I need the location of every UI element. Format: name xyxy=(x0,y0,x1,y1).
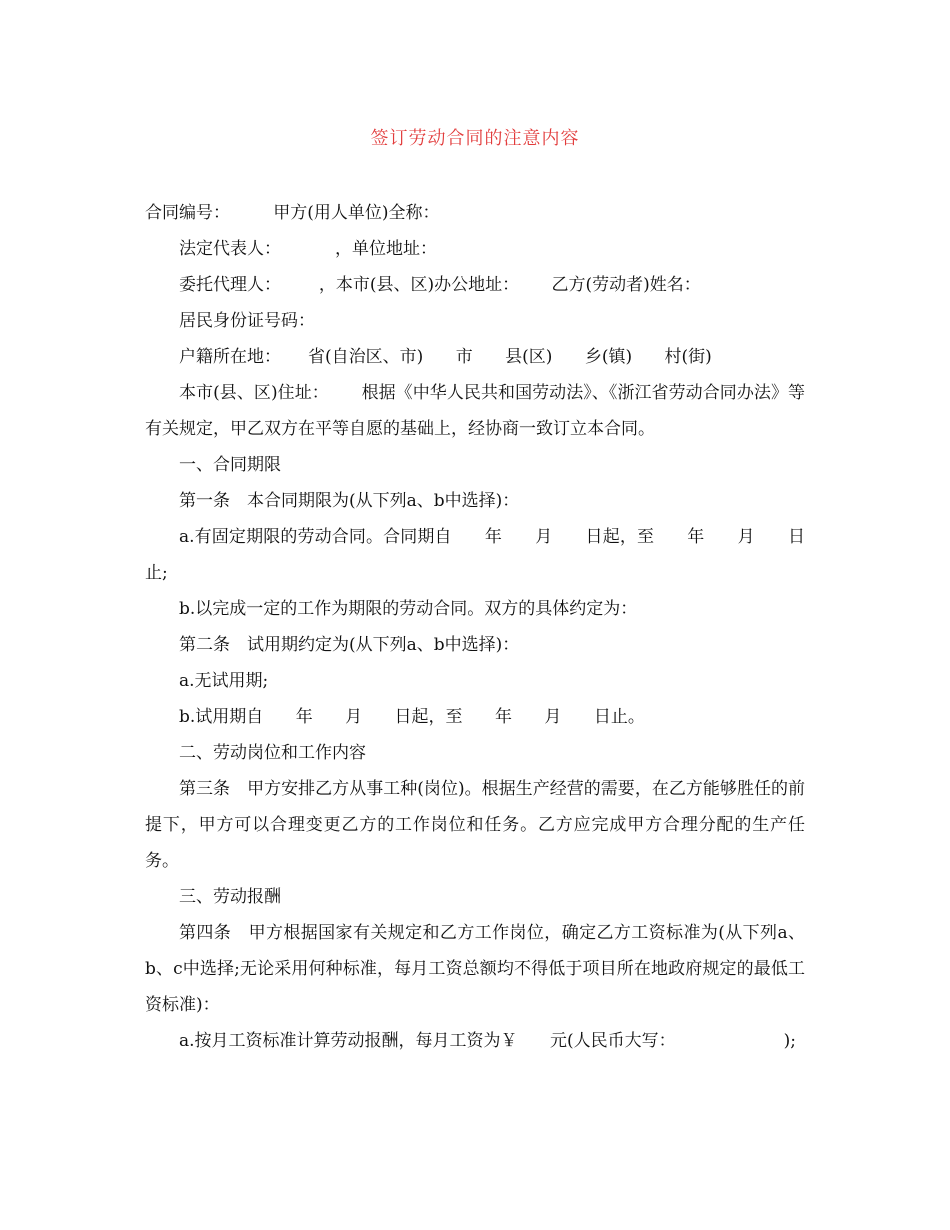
address-and-preamble-paragraph: 本市(县、区)住址： 根据《中华人民共和国劳动法》、《浙江省劳动合同办法》等有关规定，甲乙双方在平等自愿的基础上，经协商一致订立本合同。 xyxy=(145,383,805,439)
document-body xyxy=(145,195,805,1059)
id-number-line: 居民身份证号码： xyxy=(179,311,315,331)
article-1-option-a: a.有固定期限的劳动合同。合同期自 年 月 日起，至 年 月 日止; xyxy=(145,527,805,583)
document-title: 签订劳动合同的注意内容 xyxy=(370,128,580,149)
article-1-option-b: b.以完成一定的工作为期限的劳动合同。双方的具体约定为： xyxy=(179,599,638,619)
article-2-option-b: b.试用期自 年 月 日起，至 年 月 日止。 xyxy=(179,707,645,727)
household-registration-line: 户籍所在地： 省(自治区、市) 市 县(区) 乡(镇) 村(街) xyxy=(179,347,712,367)
section-heading-2: 二、劳动岗位和工作内容 xyxy=(179,743,366,763)
section-heading-3: 三、劳动报酬 xyxy=(179,887,281,907)
article-2-option-a: a.无试用期; xyxy=(179,671,269,691)
authorized-agent-line: 委托代理人： ，本市(县、区)办公地址： 乙方(劳动者)姓名： xyxy=(179,275,701,295)
article-4-option-a: a.按月工资标准计算劳动报酬，每月工资为￥ 元(人民币大写： ); xyxy=(179,1031,797,1051)
legal-representative-line: 法定代表人： ，单位地址： xyxy=(179,239,438,259)
section-heading-1: 一、合同期限 xyxy=(179,455,281,475)
contract-number-line: 合同编号： 甲方(用人单位)全称： xyxy=(145,203,440,223)
article-4: 第四条 甲方根据国家有关规定和乙方工作岗位，确定乙方工资标准为(从下列a、b、c中选择;无论采用何种标准，每月工资总额均不得低于项目所在地政府规定的最低工资标准)： xyxy=(145,923,805,1015)
article-1: 第一条 本合同期限为(从下列a、b中选择)： xyxy=(179,491,520,511)
article-2: 第二条 试用期约定为(从下列a、b中选择)： xyxy=(179,635,520,655)
article-3: 第三条 甲方安排乙方从事工种(岗位)。根据生产经营的需要，在乙方能够胜任的前提下，甲方可以合理变更乙方的工作岗位和任务。乙方应完成甲方合理分配的生产任务。 xyxy=(145,779,805,871)
